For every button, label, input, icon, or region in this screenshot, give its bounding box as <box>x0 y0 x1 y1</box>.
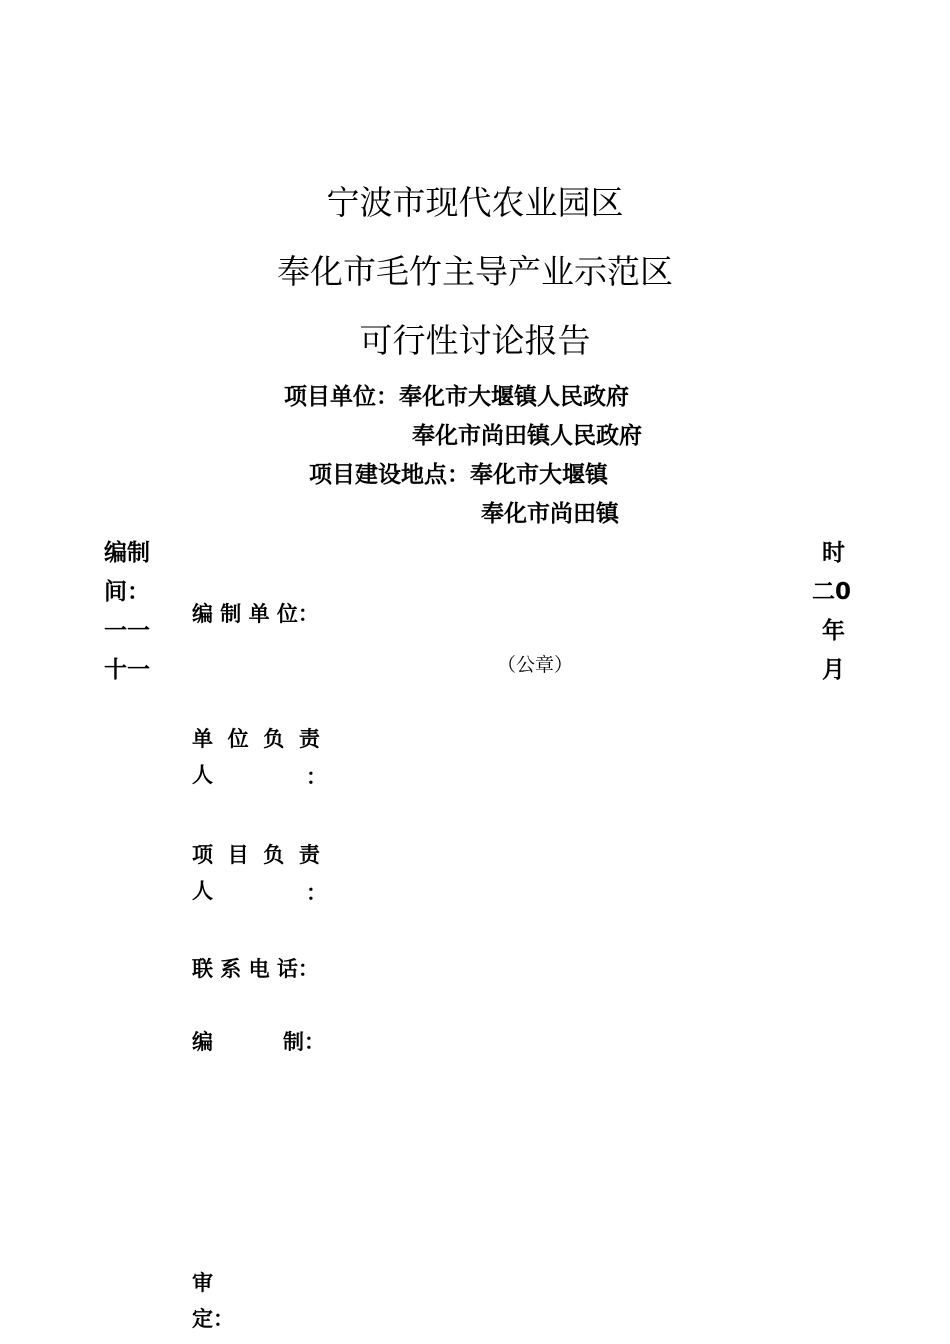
compile-time-left-4: 十一 <box>104 657 150 683</box>
compile-time-right-4: 月 <box>822 657 845 683</box>
compile-unit-label: 编 制 单 位： <box>192 602 319 626</box>
review-label-b: 定： <box>192 1307 234 1331</box>
review-label-a: 审 <box>192 1271 213 1295</box>
seal-label: （公章） <box>497 654 574 676</box>
compile-time-left-2: 间： <box>104 579 150 605</box>
compiler-label-a: 编 <box>192 1030 213 1054</box>
project-site: 项目建设地点：奉化市大堰镇 <box>309 462 608 488</box>
compile-time-right-1: 时 <box>822 540 845 566</box>
compile-time-right-3: 年 <box>822 618 845 644</box>
compile-time-left-1: 编制 <box>104 540 150 566</box>
phone-label: 联 系 电 话： <box>192 957 319 981</box>
title-line-1: 宁波市现代农业园区 <box>326 183 624 222</box>
unit-head-colon: ： <box>306 765 327 789</box>
title-line-3: 可行性讨论报告 <box>359 321 591 360</box>
unit-head-label: 单 位 负 责 <box>192 727 320 751</box>
project-site-second: 奉化市尚田镇 <box>481 501 619 527</box>
compile-time-left-3: 一一 <box>104 618 150 644</box>
compiler-label-b: 制： <box>283 1030 325 1054</box>
title-line-2: 奉化市毛竹主导产业示范区 <box>277 252 673 291</box>
project-head-label: 项 目 负 责 <box>192 843 320 867</box>
compile-time-right-2: 二0 <box>812 579 852 605</box>
unit-head-label-2: 人 <box>192 763 213 787</box>
project-head-colon: ： <box>306 881 327 905</box>
project-unit-second: 奉化市尚田镇人民政府 <box>412 423 642 449</box>
project-unit: 项目单位：奉化市大堰镇人民政府 <box>284 384 629 410</box>
project-head-label-2: 人 <box>192 879 213 903</box>
